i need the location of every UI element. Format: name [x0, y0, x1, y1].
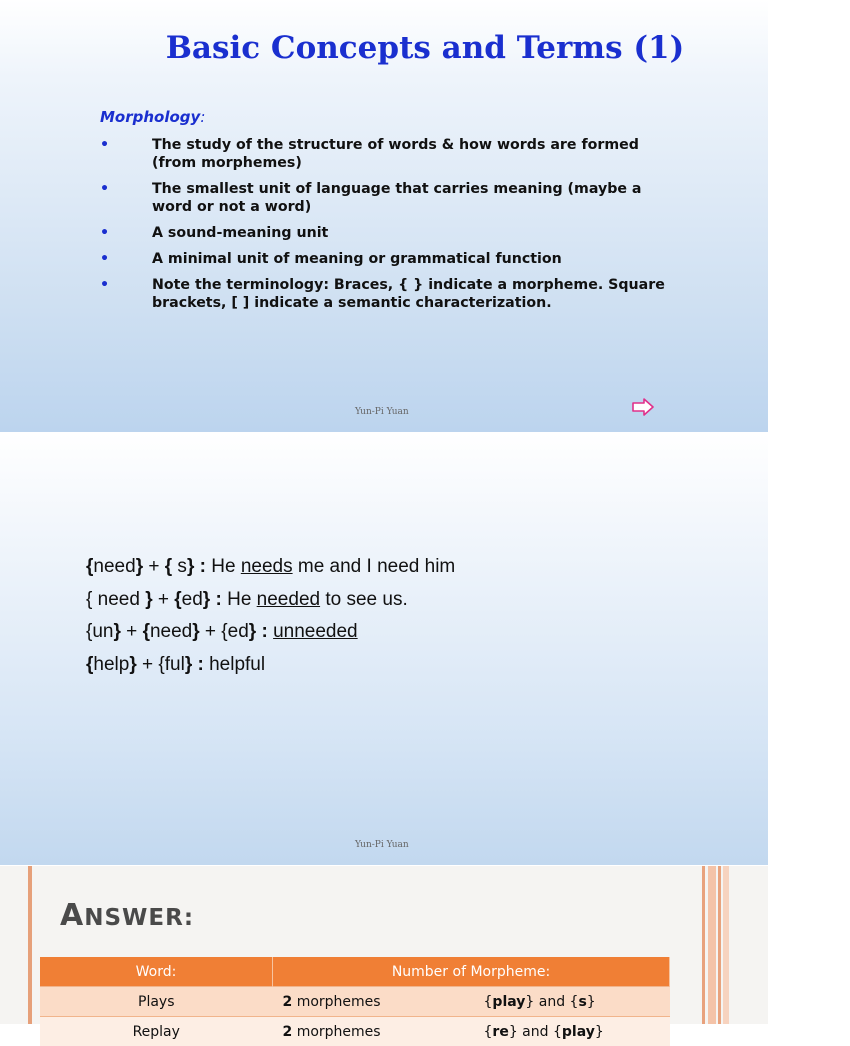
- list-item-text: A sound-meaning unit: [152, 225, 328, 241]
- example-line: {help} + {ful} : helpful: [86, 649, 455, 682]
- example-line: { need } + {ed} : He needed to see us.: [86, 584, 455, 617]
- table-row: [40, 987, 670, 1017]
- example-line: {un} + {need} + {ed} : unneeded: [86, 616, 455, 649]
- cell-parts: {play} and {s}: [484, 987, 670, 1017]
- list-item-text: A minimal unit of meaning or grammatical function: [152, 251, 562, 267]
- decorative-stripe: [28, 866, 32, 1024]
- slide-title: Basic Concepts and Terms (1): [0, 30, 850, 66]
- column-header-morphemes: Number of Morpheme:: [273, 957, 670, 987]
- list-item: [100, 276, 680, 312]
- decorative-stripes: [702, 866, 732, 1024]
- definition-list: [100, 136, 680, 320]
- morphology-heading: [100, 108, 205, 126]
- list-item-text: The smallest unit of language that carries meaning (maybe a word or not a word): [152, 181, 642, 215]
- cell-word: Plays: [40, 987, 273, 1017]
- cell-parts: {re} and {play}: [484, 1017, 670, 1046]
- list-item-text: The study of the structure of words & how words are formed (from morphemes): [152, 137, 639, 171]
- slide-footer-author: Yun-Pi Yuan: [355, 840, 409, 850]
- list-item-text: Note the terminology: Braces, { } indicate a morpheme. Square brackets, [ ] indicate a semantic characterization.: [152, 277, 665, 311]
- answer-table: [40, 957, 670, 1046]
- cell-count: 2 morphemes: [273, 1017, 484, 1046]
- morphology-colon: :: [200, 108, 205, 126]
- list-item: [100, 136, 680, 172]
- column-header-word: Word:: [40, 957, 273, 987]
- example-line: {need} + { s} : He needs me and I need him: [86, 551, 455, 584]
- right-arrow-icon[interactable]: [632, 398, 654, 416]
- table-row: [40, 1017, 670, 1046]
- cell-word: Replay: [40, 1017, 273, 1046]
- list-item: [100, 180, 680, 216]
- cell-count: 2 morphemes: [273, 987, 484, 1017]
- slide-answer: [0, 866, 768, 1024]
- bullet-icon: •: [100, 276, 109, 294]
- table-header-row: [40, 957, 670, 987]
- answer-heading: ANSWER:: [60, 898, 194, 933]
- slide-morpheme-examples: [0, 433, 768, 865]
- slide-basic-concepts: [0, 0, 768, 432]
- list-item: [100, 250, 680, 268]
- bullet-icon: •: [100, 180, 109, 198]
- bullet-icon: •: [100, 250, 109, 268]
- list-item: [100, 224, 680, 242]
- bullet-icon: •: [100, 224, 109, 242]
- bullet-icon: •: [100, 136, 109, 154]
- example-list: [86, 551, 455, 681]
- slide-footer-author: Yun-Pi Yuan: [355, 407, 409, 417]
- morphology-label: Morphology: [100, 108, 200, 126]
